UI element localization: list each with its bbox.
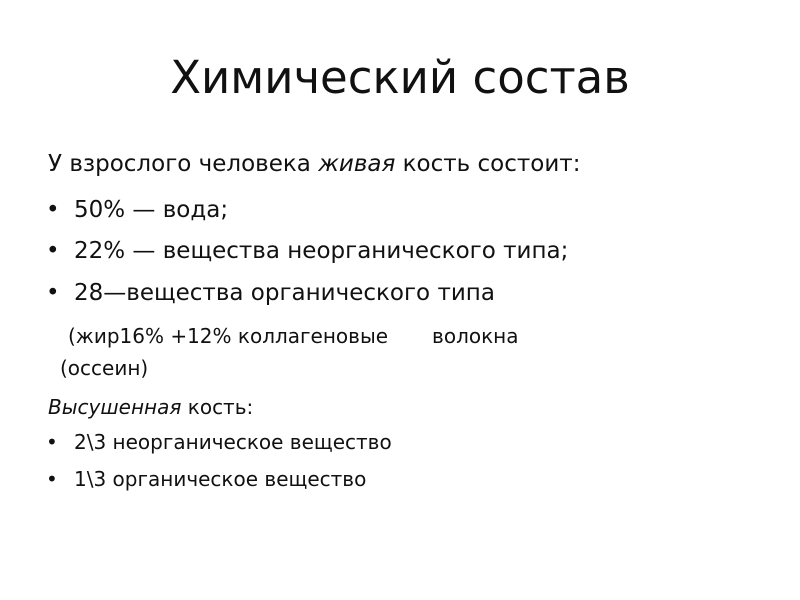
intro-text-italic: живая (318, 151, 396, 177)
list-item-water (46, 194, 228, 226)
detail-line (68, 322, 519, 350)
dried-heading (48, 393, 253, 421)
list-item-text: 2\3 неорганическое вещество (74, 430, 392, 454)
bullet-icon: • (46, 430, 58, 454)
dried-heading-italic: Высушенная (48, 395, 182, 419)
detail-text-fibers: волокна (432, 324, 519, 348)
slide-title: Химический состав (170, 51, 630, 104)
list-item-dried-organic (46, 465, 366, 493)
detail-line-ossein (60, 354, 148, 382)
bullet-icon: • (46, 238, 60, 264)
list-item-text: 50% — вода; (74, 197, 229, 223)
detail-text: (жир16% +12% коллагеновые (68, 324, 389, 348)
detail-text-ossein: (оссеин) (60, 356, 149, 380)
intro-line (48, 148, 580, 180)
list-item-inorganic (46, 235, 568, 267)
list-item-text: 28—вещества органического типа (74, 280, 495, 306)
list-item-dried-inorganic (46, 428, 392, 456)
bullet-icon: • (46, 197, 60, 223)
list-item-text: 1\3 органическое вещество (74, 467, 367, 491)
intro-text-start: У взрослого человека (48, 151, 319, 177)
bullet-icon: • (46, 467, 58, 491)
bullet-icon: • (46, 280, 60, 306)
intro-text-end: кость состоит: (395, 151, 581, 177)
dried-heading-text: кость: (181, 395, 254, 419)
list-item-organic (46, 277, 495, 309)
list-item-text: 22% — вещества неорганического типа; (74, 238, 569, 264)
